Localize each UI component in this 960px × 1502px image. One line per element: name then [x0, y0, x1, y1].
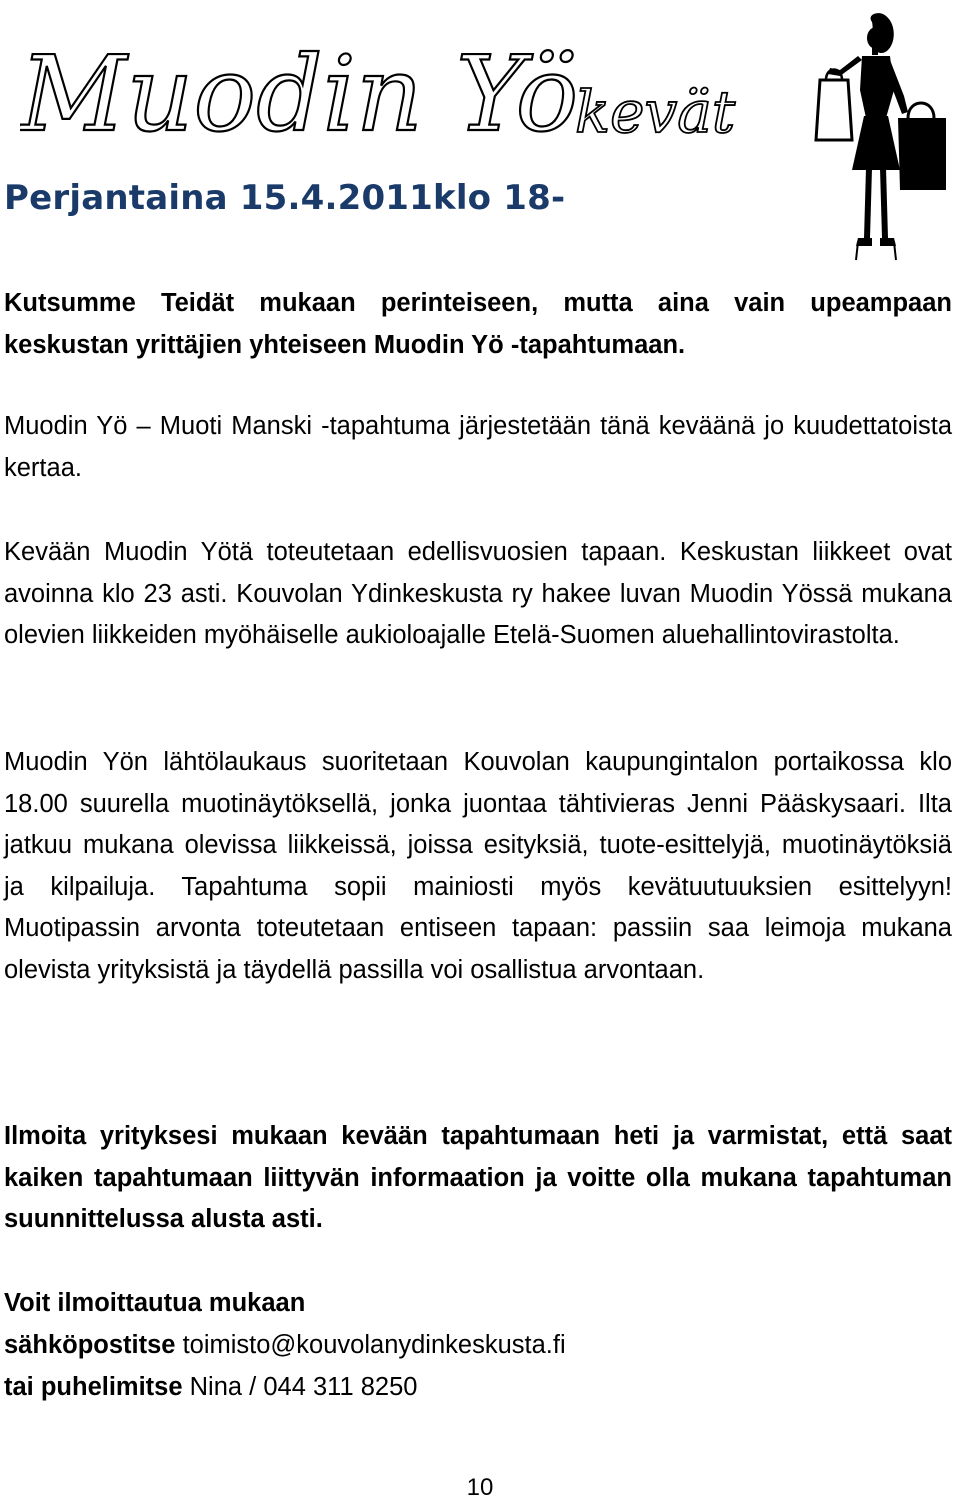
page-number: 10: [466, 1474, 494, 1501]
contact-email-line: [4, 1324, 566, 1366]
event-title: [20, 10, 780, 185]
event-title-main: Muodin Yö: [20, 33, 579, 155]
contact-phone-line: [4, 1366, 566, 1408]
contact-phone-label: tai puhelimitse: [4, 1373, 183, 1401]
contact-phone-value: Nina / 044 311 8250: [189, 1373, 418, 1401]
program-paragraph: Muodin Yön lähtölaukaus suoritetaan Kouvolan kaupungintalon portaikossa klo 18.00 suurella muotinäytöksellä, jonka juontaa tähtivieras Jenni Pääskysaari. Ilta jatkuu mukana olevissa liikkeissä, joissa esityksiä, tuote-esittelyjä, muotinäytöksiä ja kilpailuja. Tapahtuma sopii mainiosti myös kevätuutuuksien esittelyyn! Muotipassin arvonta toteutetaan entiseen tapaan: passiin saa leimoja mukana olevista yrityksistä ja täydellä passilla voi osallistua arvontaan.: [4, 748, 952, 984]
intro-paragraph: Kutsumme Teidät mukaan perinteiseen, mutta aina vain upeampaan keskustan yrittäjien yhteiseen Muodin Yö -tapahtumaan.: [4, 289, 952, 359]
contact-block: [4, 1282, 566, 1408]
opening-hours-paragraph: Kevään Muodin Yötä toteutetaan edellisvuosien tapaan. Keskustan liikkeet ovat avoinna klo 23 asti. Kouvolan Ydinkeskusta ry hakee luvan Muodin Yössä mukana olevien liikkeiden myöhäiselle aukioloajalle Etelä-Suomen aluehallintovirastolta.: [4, 538, 952, 649]
event-title-season: kevät: [575, 78, 736, 146]
registration-callout: Ilmoita yrityksesi mukaan kevään tapahtumaan heti ja varmistat, että saat kaiken tapahtumaan liittyvän informaation ja voitte olla mukana tapahtuman suunnittelussa alusta asti.: [4, 1122, 952, 1233]
contact-email-value: toimisto@kouvolanydinkeskusta.fi: [182, 1331, 566, 1359]
contact-email-label: sähköpostitse: [4, 1331, 176, 1359]
woman-with-shopping-bags-icon: [800, 10, 950, 265]
event-date-heading: Perjantaina 15.4.2011klo 18-: [4, 178, 566, 218]
history-paragraph: Muodin Yö – Muoti Manski -tapahtuma järjestetään tänä keväänä jo kuudettatoista kertaa.: [4, 412, 952, 482]
contact-heading: Voit ilmoittautua mukaan: [4, 1289, 306, 1317]
